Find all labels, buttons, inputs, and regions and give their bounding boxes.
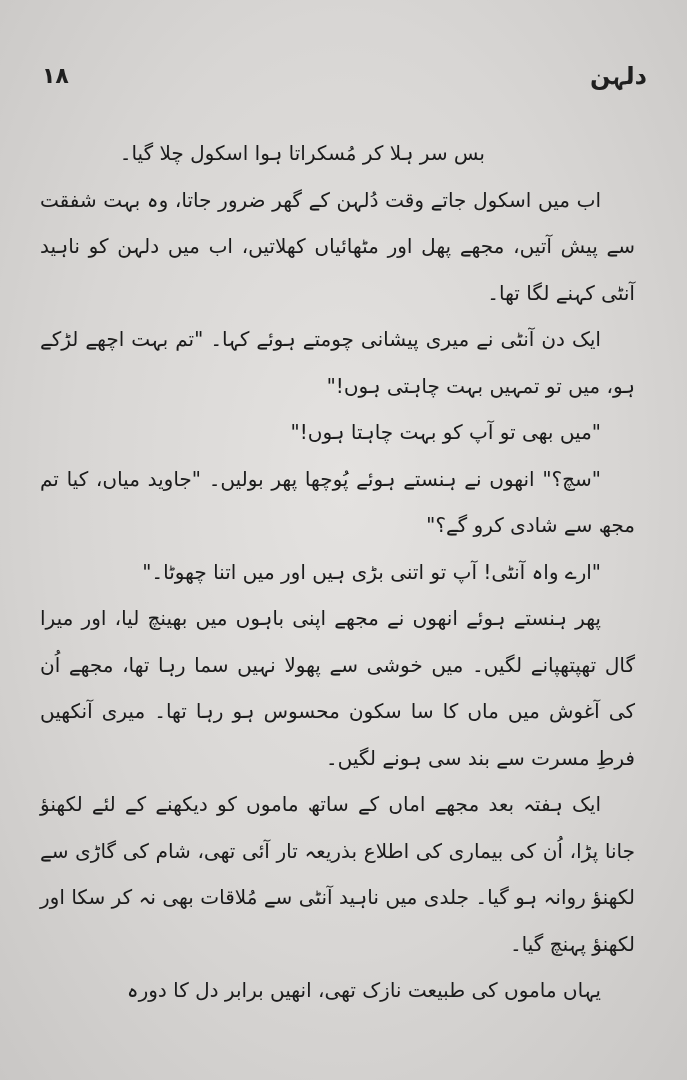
- page-number: ۱۸: [42, 64, 69, 89]
- paragraph: اب میں اسکول جاتے وقت دُلہن کے گھر ضرور جاتا، وہ بہت شفقت سے پیش آتیں، مجھے پھل اور مٹھائیاں کھلاتیں، اب میں دلہن کو ناہید آنٹی کہنے لگا تھا۔: [40, 187, 635, 305]
- paragraph: ایک ہفتہ بعد مجھے اماں کے ساتھ ماموں کو دیکھنے کے لئے لکھنؤ جانا پڑا، اُن کی بیماری کی اطلاع بذریعہ تار آئی تھی، شام کی گاڑی سے لکھنؤ روانہ ہو گیا۔ جلدی میں ناہید آنٹی سے مُلاقات بھی نہ کر سکا اور لکھنؤ پہنچ گیا۔: [40, 792, 635, 956]
- page-header: [38, 62, 647, 102]
- paragraph: "ارے واہ آنٹی! آپ تو اتنی بڑی ہیں اور میں اتنا چھوٹا۔": [142, 559, 601, 584]
- paragraph: "سچ؟" انھوں نے ہنستے ہوئے پُوچھا پھر بولیں۔ "جاوید میاں، کیا تم مجھ سے شادی کرو گے؟": [40, 466, 635, 537]
- running-title: دلہن: [590, 62, 647, 90]
- body-text: [40, 130, 635, 1014]
- paragraph: پھر ہنستے ہوئے انھوں نے مجھے اپنی باہوں میں بھینچ لیا، اور میرا گال تھپتھپانے لگیں۔ میں خوشی سے پھولا نہیں سما رہا تھا، مجھے اُن کی آغوش میں ماں کا سا سکون محسوس ہو رہا تھا۔ میری آنکھیں فرطِ مسرت سے بند سی ہونے لگیں۔: [40, 606, 635, 770]
- paragraph: یہاں ماموں کی طبیعت نازک تھی، انھیں برابر دل کا دورہ: [126, 978, 601, 1002]
- paragraph: ایک دن آنٹی نے میری پیشانی چومتے ہوئے کہا۔ "تم بہت اچھے لڑکے ہو، میں تو تمہیں بہت چاہتی ہوں!": [40, 327, 635, 398]
- paragraph: "میں بھی تو آپ کو بہت چاہتا ہوں!": [290, 420, 601, 444]
- paragraph: بس سر ہلا کر مُسکراتا ہوا اسکول چلا گیا۔: [119, 141, 485, 165]
